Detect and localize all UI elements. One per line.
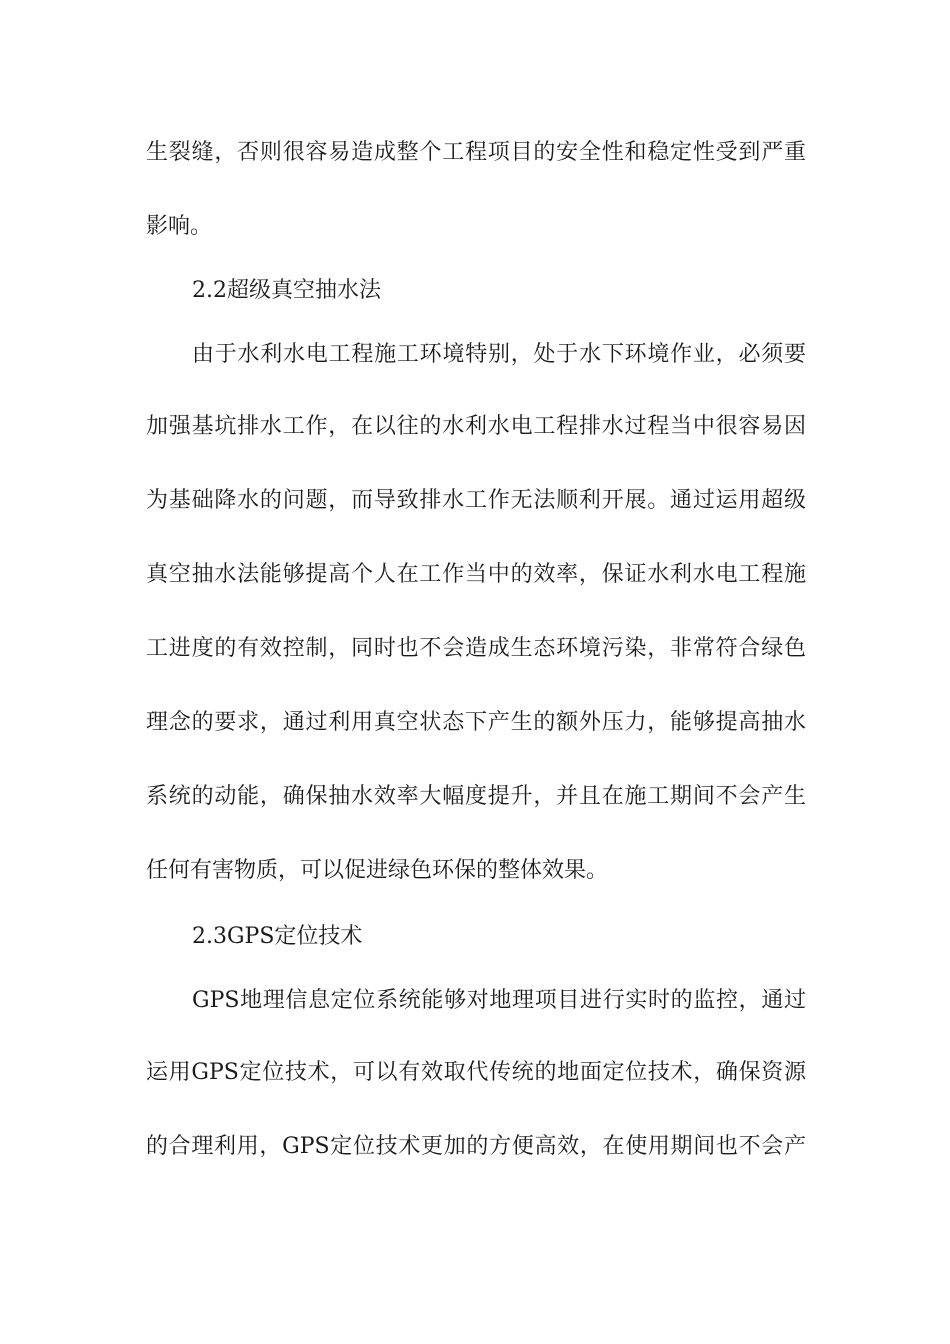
paragraph-line: 运用GPS定位技术，可以有效取代传统的地面定位技术，确保资源 [146, 1060, 806, 1085]
paragraph-line: 由于水利水电工程施工环境特别，处于水下环境作业，必须要 [192, 342, 806, 367]
paragraph-line: 的合理利用，GPS定位技术更加的方便高效，在使用期间也不会产 [146, 1134, 806, 1159]
paragraph-line: 工进度的有效控制，同时也不会造成生态环境污染，非常符合绿色 [146, 636, 806, 661]
section-heading-2-2: 2.2超级真空抽水法 [192, 278, 381, 303]
paragraph-line: 系统的动能，确保抽水效率大幅度提升，并且在施工期间不会产生 [146, 784, 806, 809]
paragraph-line: 为基础降水的问题，而导致排水工作无法顺利开展。通过运用超级 [146, 488, 806, 513]
paragraph-line: 理念的要求，通过利用真空状态下产生的额外压力，能够提高抽水 [146, 710, 806, 735]
paragraph-line: GPS地理信息定位系统能够对地理项目进行实时的监控，通过 [192, 988, 806, 1013]
paragraph-line: 任何有害物质，可以促进绿色环保的整体效果。 [146, 858, 609, 883]
paragraph-line: 生裂缝，否则很容易造成整个工程项目的安全性和稳定性受到严重 [146, 140, 806, 165]
section-heading-2-3: 2.3GPS定位技术 [192, 924, 363, 949]
paragraph-line: 影响。 [146, 214, 213, 239]
paragraph-line: 加强基坑排水工作，在以往的水利水电工程排水过程当中很容易因 [146, 414, 806, 439]
paragraph-line: 真空抽水法能够提高个人在工作当中的效率，保证水利水电工程施 [146, 562, 806, 587]
